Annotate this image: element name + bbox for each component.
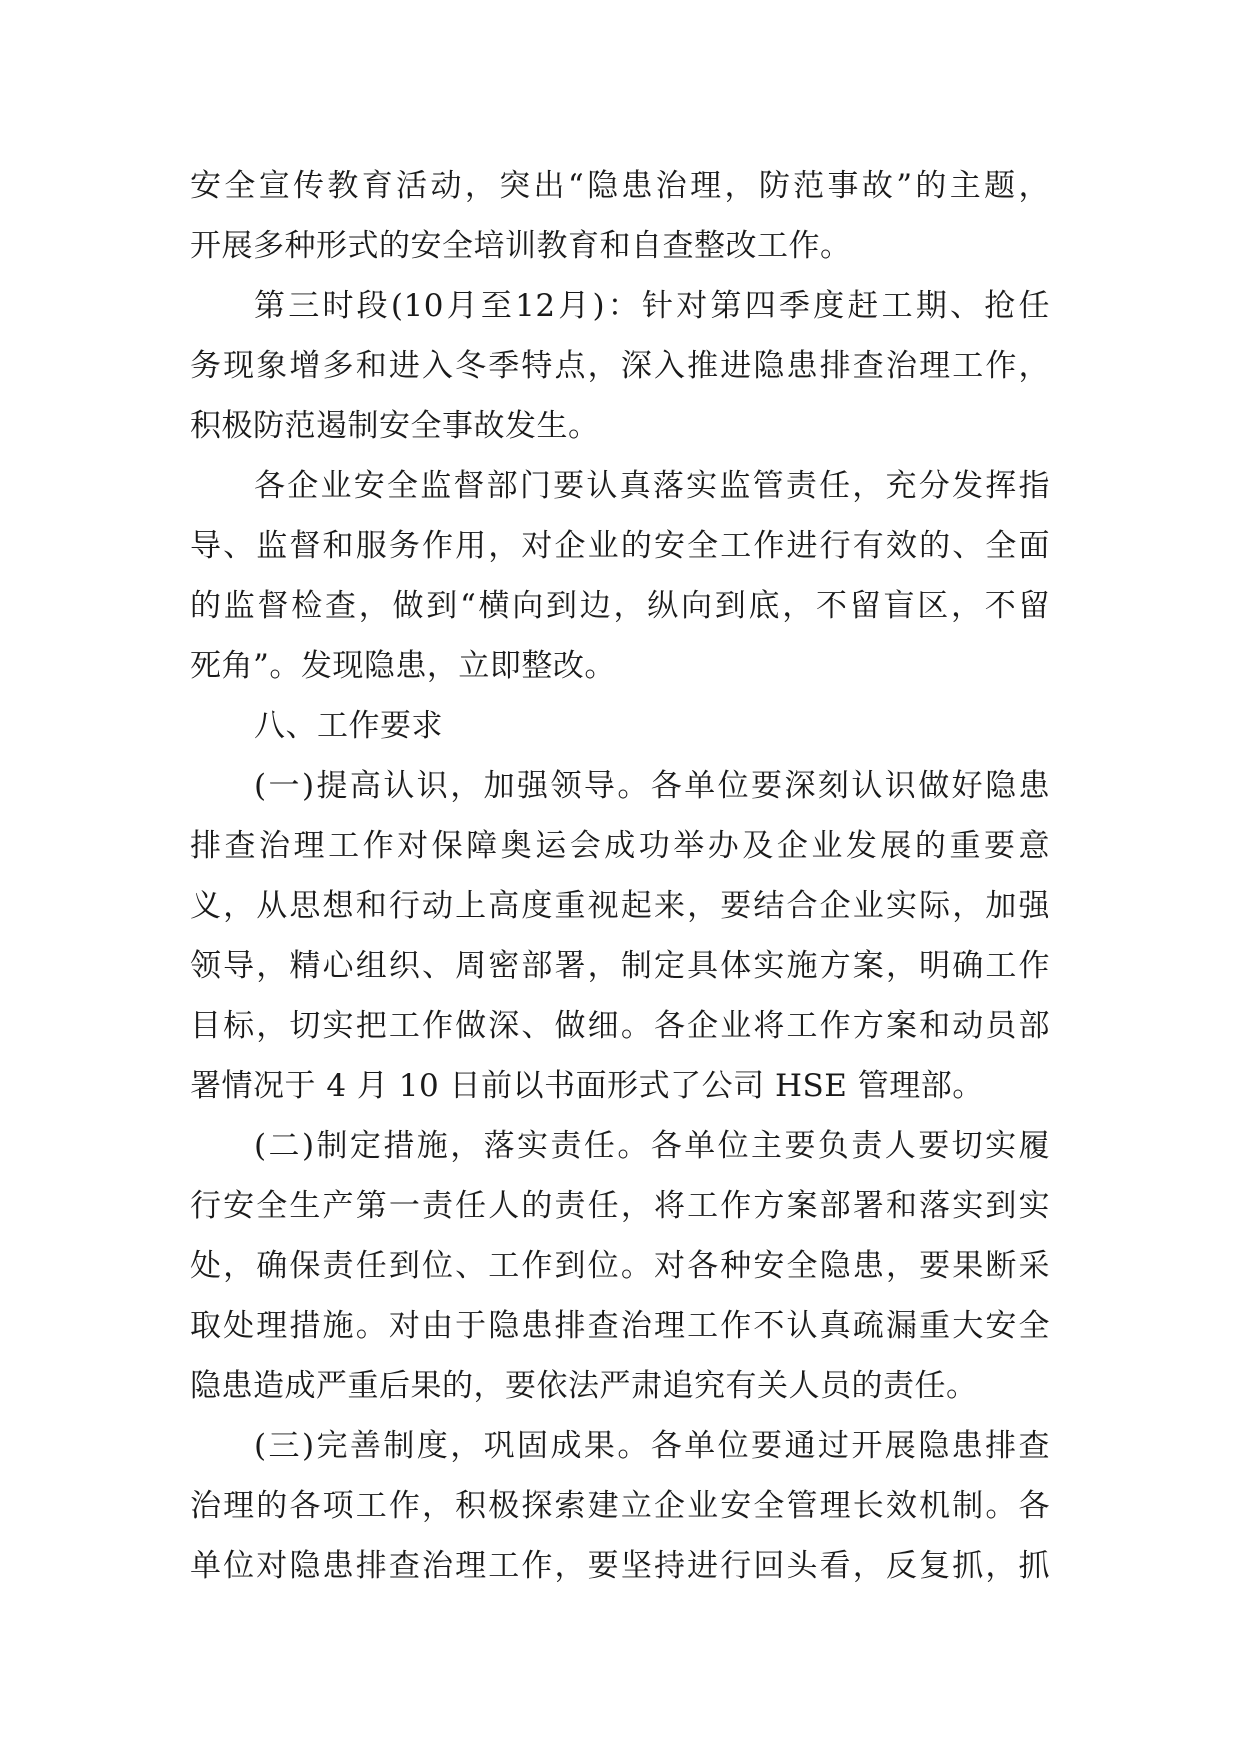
text-line: 单位对隐患排查治理工作，要坚持进行回头看，反复抓，抓 — [190, 1548, 1050, 1584]
text-line: 治理的各项工作，积极探索建立企业安全管理长效机制。各 — [190, 1488, 1050, 1524]
section-heading: 八、工作要求 — [254, 708, 443, 744]
text-line: 行安全生产第一责任人的责任，将工作方案部署和落实到实 — [190, 1188, 1050, 1224]
text-line: 安全宣传教育活动，突出“隐患治理，防范事故”的主题， — [190, 168, 1050, 204]
text-line: 取处理措施。对由于隐患排查治理工作不认真疏漏重大安全 — [190, 1308, 1050, 1344]
text-line: 目标，切实把工作做深、做细。各企业将工作方案和动员部 — [190, 1008, 1050, 1044]
text-line: 的监督检查，做到“横向到边，纵向到底，不留盲区，不留 — [190, 588, 1050, 624]
text-line: 署情况于 4 月 10 日前以书面形式了公司 HSE 管理部。 — [190, 1068, 984, 1104]
body-text — [190, 156, 1050, 1596]
text-line: 处，确保责任到位、工作到位。对各种安全隐患，要果断采 — [190, 1248, 1050, 1284]
paragraph-start-line: 各企业安全监督部门要认真落实监管责任，充分发挥指 — [254, 468, 1050, 504]
text-line: 隐患造成严重后果的，要依法严肃追究有关人员的责任。 — [190, 1368, 978, 1404]
paragraph-start-line: (一)提高认识，加强领导。各单位要深刻认识做好隐患 — [254, 768, 1050, 804]
paragraph-start-line: (三)完善制度，巩固成果。各单位要通过开展隐患排查 — [254, 1428, 1050, 1464]
text-line: 义，从思想和行动上高度重视起来，要结合企业实际，加强 — [190, 888, 1050, 924]
text-line: 导、监督和服务作用，对企业的安全工作进行有效的、全面 — [190, 528, 1050, 564]
text-line: 积极防范遏制安全事故发生。 — [190, 408, 600, 444]
paragraph-start-line: 第三时段(10月至12月)：针对第四季度赶工期、抢任 — [254, 288, 1050, 324]
text-line: 死角”。发现隐患，立即整改。 — [190, 648, 616, 684]
text-line: 开展多种形式的安全培训教育和自查整改工作。 — [190, 228, 852, 264]
text-line: 排查治理工作对保障奥运会成功举办及企业发展的重要意 — [190, 828, 1050, 864]
text-line: 领导，精心组织、周密部署，制定具体实施方案，明确工作 — [190, 948, 1050, 984]
text-line: 务现象增多和进入冬季特点，深入推进隐患排查治理工作， — [190, 348, 1050, 384]
paragraph-start-line: (二)制定措施，落实责任。各单位主要负责人要切实履 — [254, 1128, 1050, 1164]
